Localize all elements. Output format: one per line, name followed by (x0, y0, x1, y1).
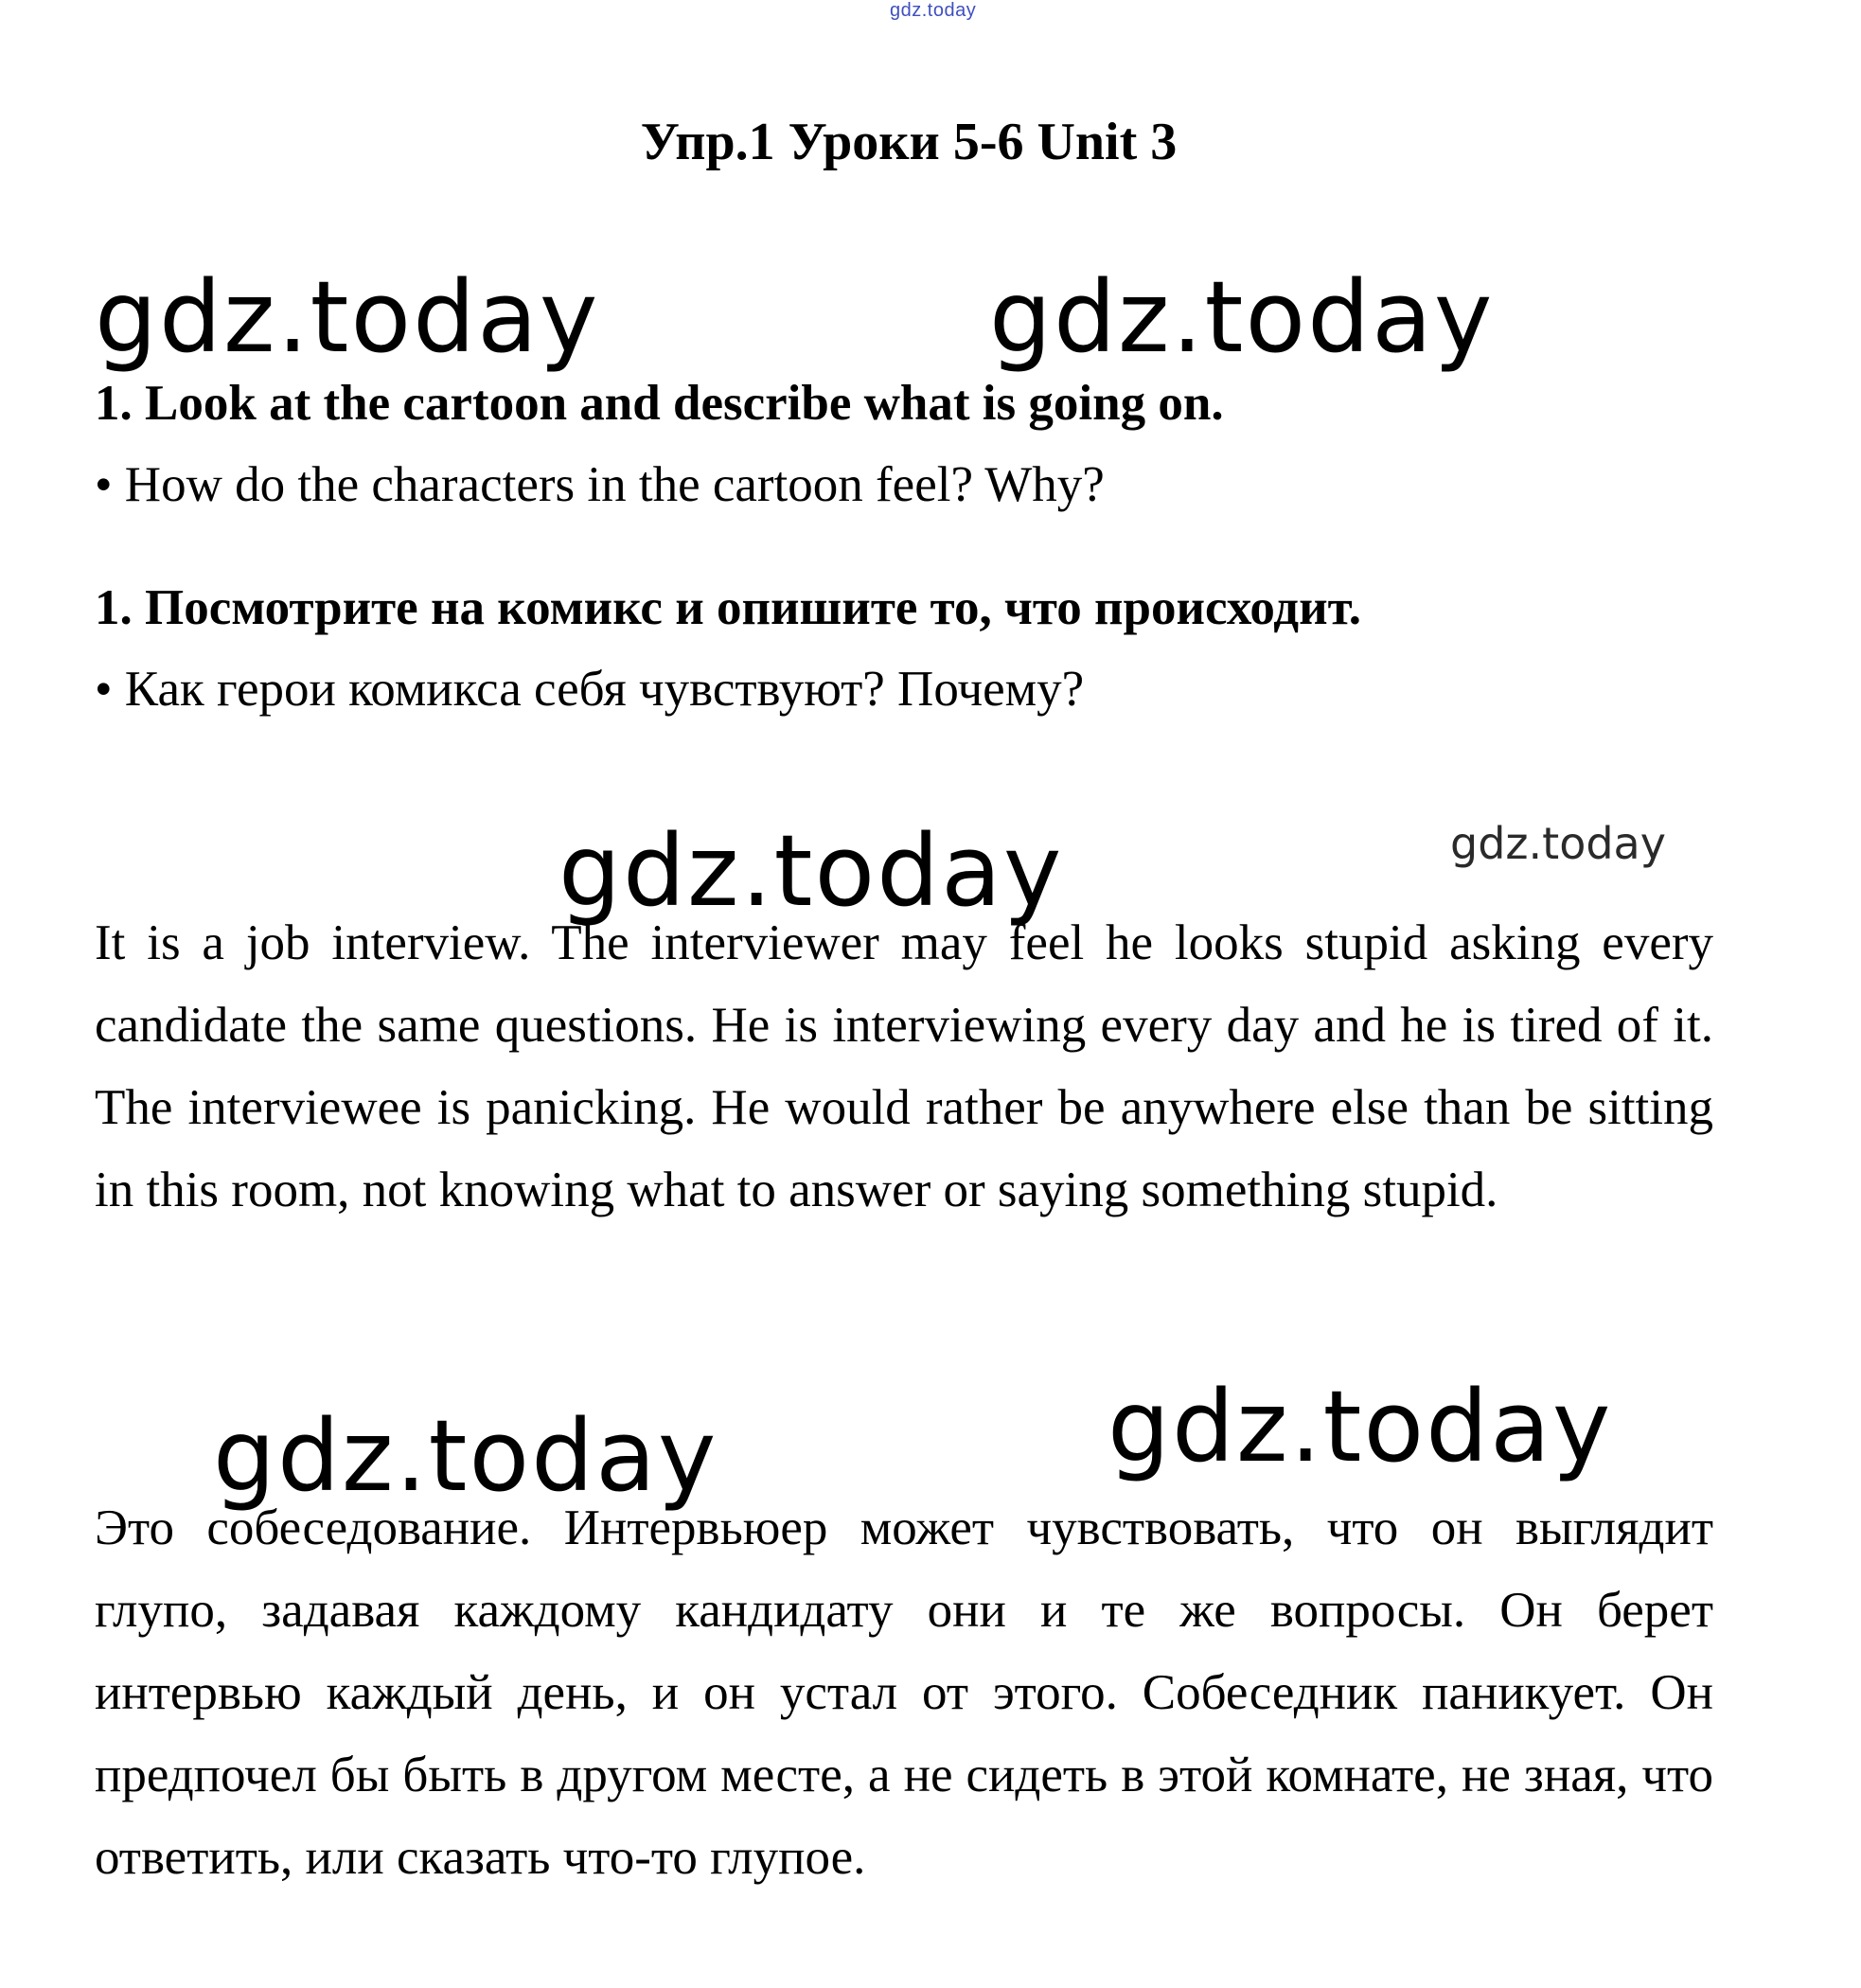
top-watermark: gdz.today (890, 0, 977, 21)
answer-english: It is a job interview. The interviewer may feel he looks stupid asking every candidate the same questions. He is interviewing every day and he is tired of it. The interviewee is panicking. He would rather be anywhere else than be sitting in this room, not knowing what to answer or saying something stupid. (95, 915, 1713, 1217)
task-question-en: • How do the characters in the cartoon feel? Why? (95, 457, 1105, 512)
watermark-6: gdz.today (1108, 1369, 1613, 1484)
task-title-ru: 1. Посмотрите на комикс и опишите то, что происходит. (95, 580, 1361, 635)
watermark-4: gdz.today (1450, 818, 1666, 869)
watermark-3: gdz.today (558, 813, 1064, 929)
task-question-ru: • Как герои комикса себя чувствуют? Почему? (95, 662, 1085, 717)
task-title-en: 1. Look at the cartoon and describe what is going on. (95, 376, 1224, 431)
answer-russian: Это собеседование. Интервьюер может чувствовать, что он выглядит глупо, задавая каждому кандидату они и те же вопросы. Он берет интервью каждый день, и он устал от этого. Собеседник паникует. Он предпочел бы быть в другом месте, а не сидеть в этой комнате, не зная, что ответить, или сказать что-то глупое. (95, 1500, 1713, 1885)
watermark-5: gdz.today (213, 1398, 718, 1514)
watermark-2: gdz.today (989, 259, 1495, 375)
watermark-1: gdz.today (95, 259, 600, 375)
page-title: Упр.1 Уроки 5-6 Unit 3 (640, 113, 1178, 171)
